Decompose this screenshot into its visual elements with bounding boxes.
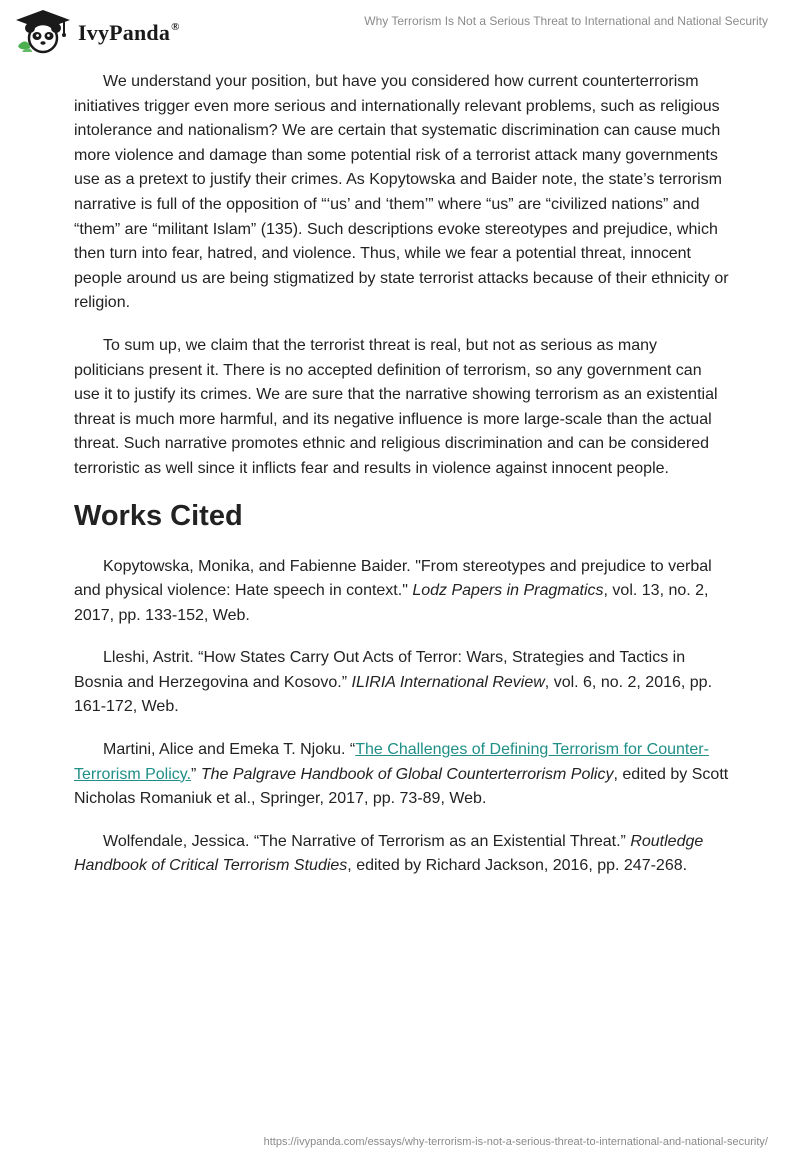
- body-paragraph: We understand your position, but have you considered how current counterterrorism initiatives trigger even more serious and internationally relevant problems, such as religious intolerance and nationalism? We are certain that systematic discrimination can cause much more violence and damage than some potential risk of a terrorist attack many governments use as a pretext to justify their crimes. As Kopytowska and Baider note, the state’s terrorism narrative is full of the opposition of “‘us’ and ‘them’” where “us” are “civilized nations” and “them” are “militant Islam” (135). Such descriptions evoke stereotypes and prejudice, which then turn into fear, hatred, and violence. Thus, while we fear a potential threat, innocent people around us are being stigmatized by state terrorist attacks because of their ethnicity or religion.: [74, 73, 729, 312]
- citation-entry: Lleshi, Astrit. “How States Carry Out Acts of Terror: Wars, Strategies and Tactics in Bosnia and Herzegovina and Kosovo.” ILIRIA International Review, vol. 6, no. 2, 2016, pp. 161-172, Web.: [74, 649, 713, 716]
- footer-url: https://ivypanda.com/essays/why-terrorism-is-not-a-serious-threat-to-international-and-national-security/: [263, 1136, 768, 1148]
- works-cited-heading: Works Cited: [74, 499, 243, 532]
- citation-entry: Wolfendale, Jessica. “The Narrative of Terrorism as an Existential Threat.” Routledge Handbook of Critical Terrorism Studies, edited by Richard Jackson, 2016, pp. 247-268.: [74, 832, 704, 875]
- brand-name: IvyPanda®: [78, 20, 180, 45]
- citation-entry: Martini, Alice and Emeka T. Njoku. “The Challenges of Defining Terrorism for Counter-Terrorism Policy.” The Palgrave Handbook of Global Counterterrorism Policy, edited by Scott Nicholas Romaniuk et al., Springer, 2017, pp. 73-89, Web.: [74, 741, 729, 808]
- body-paragraph: To sum up, we claim that the terrorist threat is real, but not as serious as many politicians present it. There is no accepted definition of terrorism, so any government can use it to justify its crimes. We are sure that the narrative showing terrorism as an existential threat is much more harmful, and its negative influence is more large-scale than the actual threat. Such narrative promotes ethnic and religious discrimination and can be considered terroristic as well since it inflicts fear and results in violence against innocent people.: [74, 336, 718, 477]
- document-title: Why Terrorism Is Not a Serious Threat to International and National Security: [364, 14, 768, 28]
- citation-entry: Kopytowska, Monika, and Fabienne Baider. "From stereotypes and prejudice to verbal and physical violence: Hate speech in context." Lodz Papers in Pragmatics, vol. 13, no. 2, 2017, pp. 133-152, Web.: [74, 557, 712, 624]
- page-header: [0, 0, 800, 64]
- panda-logo-icon: [14, 8, 72, 54]
- brand-logo[interactable]: [14, 8, 180, 54]
- essay-body: [74, 70, 730, 897]
- citation-link[interactable]: The Challenges of Defining Terrorism for Counter-Terrorism Policy.: [74, 741, 709, 783]
